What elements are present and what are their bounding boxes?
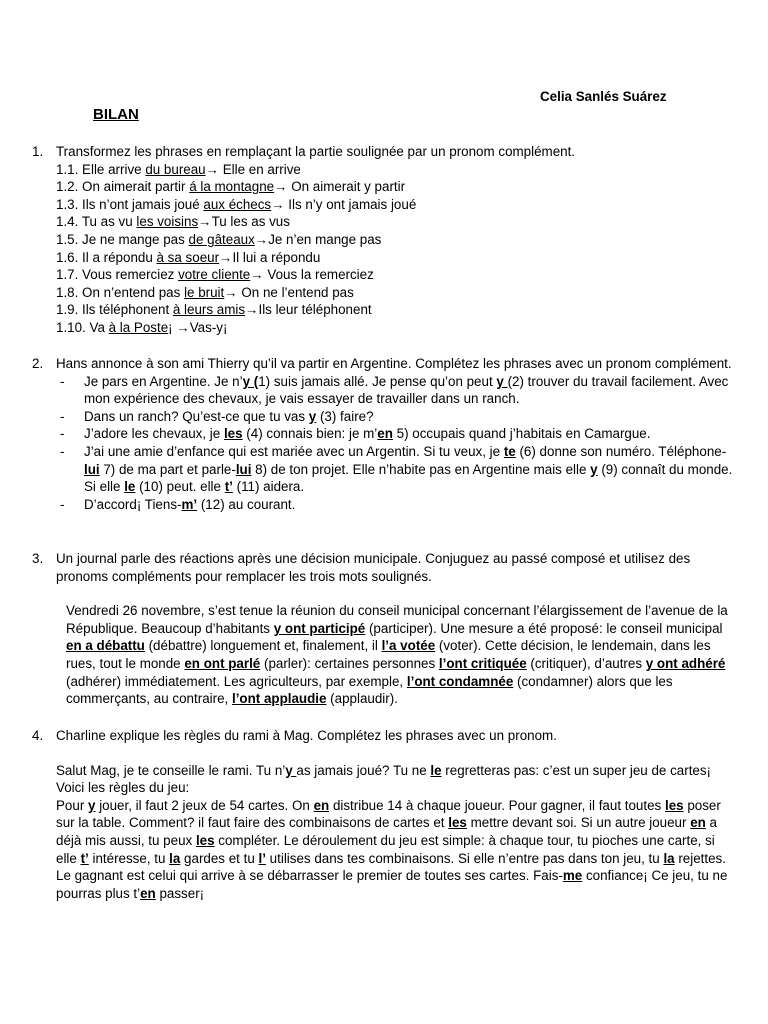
text: 5) occupais quand j’habitais en Camargue.: [392, 426, 651, 442]
text: 1.8. On n’entend pas: [56, 284, 185, 300]
dialogue-line: [56, 373, 736, 408]
text: (participer). Une mesure a été proposé: le conseil municipal: [365, 620, 723, 636]
text: ¡ →Vas-y¡: [168, 319, 228, 335]
text: 8) de ton projet. Elle n’habite pas en Argentine mais elle: [251, 461, 591, 477]
text: → On aimerait y partir: [274, 179, 406, 195]
exercise-item: [56, 178, 736, 196]
text: (condamner) alors que les commerçants, au contraire,: [66, 673, 673, 707]
text: distribue 14 à chaque joueur. Pour gagner, il faut toutes: [329, 797, 665, 813]
exercise-item: [56, 301, 736, 319]
answer: lui: [84, 461, 100, 477]
text: regretteras pas: c’est un super jeu de cartes¡ Voici les règles du jeu:: [56, 762, 712, 796]
answer: en a débattu: [66, 638, 145, 654]
text: Vendredi 26 novembre, s’est tenue la réunion du conseil municipal concernant l’élargissement de l’avenue de la République. Beaucoup d’habitants: [66, 603, 728, 636]
text: (3) faire?: [316, 408, 374, 424]
text: 1) suis jamais allé. Je pense qu’on peut: [258, 373, 497, 389]
letter-greeting: [56, 762, 736, 797]
answer: y: [590, 461, 598, 477]
answer: l’ont condamnée: [406, 673, 514, 689]
answer: en ont parlé: [184, 655, 261, 671]
text: →Ils leur téléphonent: [245, 302, 372, 318]
answer: le: [430, 762, 442, 778]
text: J’adore les chevaux, je: [84, 426, 224, 442]
exercise-item: [56, 196, 736, 214]
dash-bullet: -: [60, 426, 65, 442]
exercise-4: [32, 727, 736, 902]
underlined-phrase: les voisins: [136, 214, 199, 230]
dash-bullet: -: [60, 408, 65, 424]
answer: y: [308, 408, 317, 424]
answer: te: [503, 443, 516, 459]
answer: y ont adhéré: [645, 655, 726, 671]
answer: y: [88, 797, 96, 813]
text: as jamais joué? Tu ne: [296, 762, 431, 778]
answer: la: [169, 850, 181, 866]
text: 1.9. Ils téléphonent: [56, 302, 173, 318]
text: 1.4. Tu as vu: [56, 214, 137, 230]
answer: en: [377, 426, 393, 442]
answer: l’: [258, 850, 266, 866]
newspaper-passage: [66, 602, 736, 708]
text: (12) au courant.: [197, 496, 296, 512]
answer: y ont participé: [273, 620, 366, 636]
text: (4) connais bien: je m’: [242, 426, 378, 442]
answer: les: [195, 832, 215, 848]
exercise-item: [56, 231, 736, 249]
letter-passage: [56, 762, 736, 903]
dash-bullet: -: [60, 373, 65, 389]
underlined-phrase: à la Poste: [108, 319, 169, 335]
answer: me: [562, 868, 583, 884]
text: a déjà mis aussi, tu peux: [56, 815, 717, 848]
answer: m’: [181, 496, 198, 512]
exercise-item: [56, 284, 736, 302]
text: jouer, il faut 2 jeux de 54 cartes. On: [95, 797, 314, 813]
answer: les: [223, 426, 243, 442]
exercise-instruction: Hans annonce à son ami Thierry qu’il va partir en Argentine. Complétez les phrases avec un pronom complément.: [56, 356, 732, 371]
text: rejettes. Le gagnant est celui qui arrive à se débarrasser le premier de toutes ses cartes. Fais-: [56, 850, 726, 884]
underlined-phrase: votre cliente: [178, 267, 251, 283]
exercise-number: 4.: [32, 728, 44, 743]
text: 1.10. Va: [56, 319, 109, 335]
text: 1.6. Il a répondu: [56, 249, 157, 265]
underlined-phrase: à leurs amis: [172, 302, 246, 318]
answer: l’ont critiquée: [438, 655, 527, 671]
answer: y: [285, 762, 297, 778]
answer: les: [448, 815, 467, 831]
exercise-number: 2.: [32, 356, 44, 371]
text: Pour: [56, 797, 89, 813]
answer: y (: [242, 373, 259, 389]
exercise-instruction: Charline explique les règles du rami à Mag. Complétez les phrases avec un pronom.: [56, 728, 557, 743]
text: 7) de ma part et parle-: [99, 461, 236, 477]
letter-rules: [56, 797, 736, 903]
dialogue-line: [56, 443, 736, 496]
text: → Ils n’y ont jamais joué: [271, 196, 417, 212]
answer: en: [313, 797, 330, 813]
exercise-number: 3.: [32, 551, 44, 566]
exercise-3: [32, 550, 736, 708]
answer: y: [496, 373, 508, 389]
text: (débattre) longuement et, finalement, il: [144, 638, 382, 654]
exercise-1: [32, 143, 736, 337]
dialogue-line: [56, 496, 736, 514]
text: →Il lui a répondu: [219, 249, 321, 265]
text: →Je n’en mange pas: [254, 231, 382, 247]
exercise-instruction: Transformez les phrases en remplaçant la partie soulignée par un pronom complément.: [56, 144, 576, 159]
text: 1.7. Vous remerciez: [56, 267, 179, 283]
text: → Vous la remerciez: [250, 267, 374, 283]
text: (parler): certaines personnes: [260, 655, 439, 671]
exercise-item: [56, 249, 736, 267]
text: 1.2. On aimerait partir: [56, 179, 190, 195]
exercise-number: 1.: [32, 144, 44, 159]
answer: en: [690, 815, 706, 831]
answer: en: [140, 885, 156, 901]
text: Salut Mag, je te conseille le rami. Tu n’: [56, 762, 286, 778]
text: (9) connaît du monde. Si elle: [84, 461, 733, 495]
exercise-item: [56, 319, 736, 337]
text: intéresse, tu: [88, 850, 170, 866]
underlined-phrase: le bruit: [184, 284, 225, 300]
text: → On ne l’entend pas: [224, 284, 354, 300]
exercise-2: [32, 355, 736, 513]
underlined-phrase: á la montagne: [189, 179, 275, 195]
text: J’ai une amie d’enfance qui est mariée avec un Argentin. Si tu veux, je: [84, 443, 504, 459]
text: → Elle en arrive: [205, 161, 301, 177]
text: Dans un ranch? Qu’est-ce que tu vas: [84, 408, 309, 424]
page-title: BILAN: [93, 106, 139, 123]
text: (6) donne son numéro. Téléphone-: [515, 443, 727, 459]
text: 1.3. Ils n’ont jamais joué: [56, 196, 204, 212]
exercise-item: [56, 266, 736, 284]
text: poser sur la table. Comment? il faut faire des combinaisons de cartes et: [56, 797, 721, 831]
text: (10) peut. elle: [135, 479, 225, 495]
dash-bullet: -: [60, 496, 65, 512]
text: D’accord¡ Tiens-: [84, 496, 182, 512]
text: (adhérer) immédiatement. Les agriculteurs, par exemple,: [66, 673, 407, 689]
author-name: Celia Sanlés Suárez: [540, 89, 667, 104]
dialogue-line: [56, 425, 736, 443]
exercise-item: [56, 213, 736, 231]
text: 1.1. Elle arrive: [56, 161, 146, 177]
exercise-items: [56, 161, 736, 337]
dash-bullet: -: [60, 443, 65, 459]
underlined-phrase: aux échecs: [203, 196, 272, 212]
answer: t’: [80, 850, 89, 866]
answer: lui: [235, 461, 252, 477]
answer: l’ont applaudie: [231, 691, 327, 707]
answer: t’: [224, 479, 233, 495]
exercise-instruction: Un journal parle des réactions après une décision municipale. Conjuguez au passé composé et utilisez des pronoms compléments pour remplacer les trois mots soulignés.: [56, 551, 691, 584]
text: (applaudir).: [326, 691, 398, 707]
answer: l’a votée: [381, 638, 436, 654]
answer: le: [124, 479, 136, 495]
text: (voter). Cette décision, le lendemain, dans les rues, tout le monde: [66, 638, 711, 671]
answer: la: [663, 850, 675, 866]
underlined-phrase: à sa soeur: [156, 249, 220, 265]
text: 1.5. Je ne mange pas: [56, 231, 189, 247]
underlined-phrase: de gâteaux: [188, 231, 255, 247]
text: confiance¡ Ce jeu, tu ne pourras plus t’: [56, 868, 728, 901]
dialogue-line: [56, 408, 736, 426]
text: passer¡: [155, 885, 205, 901]
exercise-item: [56, 161, 736, 179]
text: Je pars en Argentine. Je n’: [84, 373, 243, 389]
answer: les: [664, 797, 684, 813]
text: (critiquer), d’autres: [526, 655, 646, 671]
text: compléter. Le déroulement du jeu est simple: à chaque tour, tu pioches une carte, si elle: [56, 832, 715, 866]
text: gardes et tu: [180, 850, 259, 866]
text: (11) aidera.: [232, 479, 305, 495]
text: utilises dans tes combinaisons. Si elle n’entre pas dans ton jeu, tu: [265, 850, 664, 866]
text: (2) trouver du travail facilement. Avec mon expérience des chevaux, je vais essayer de travailler dans un ranch.: [84, 373, 729, 407]
text: →Tu les as vus: [198, 214, 290, 230]
text: mettre devant soi. Si un autre joueur: [466, 815, 691, 831]
underlined-phrase: du bureau: [145, 161, 206, 177]
